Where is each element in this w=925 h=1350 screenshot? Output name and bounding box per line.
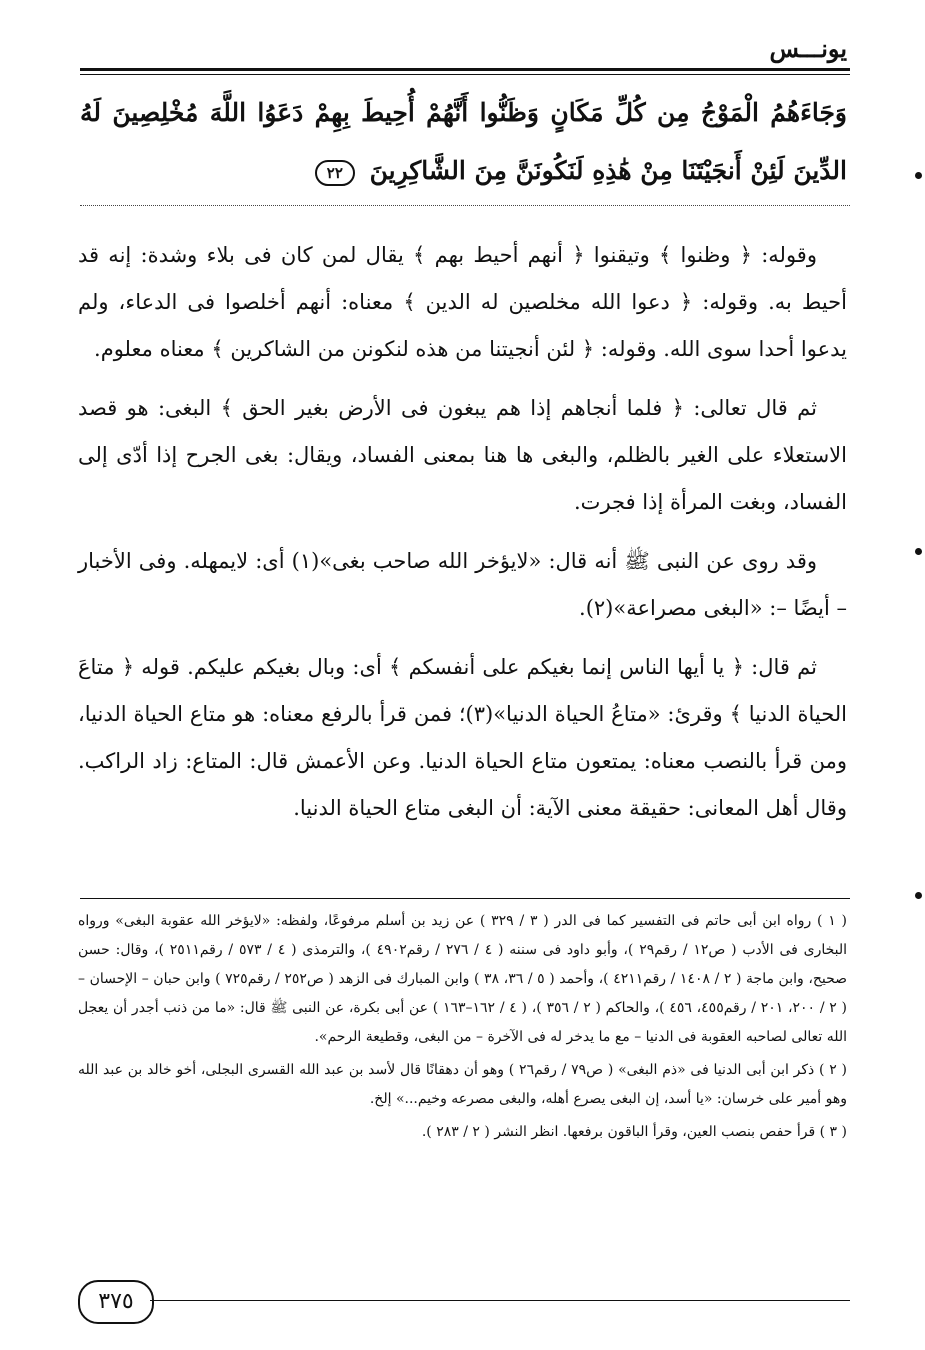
verse-text: وَجَاءَهُمُ الْمَوْجُ مِن كُلِّ مَكَانٍ وَظَنُّوا أَنَّهُمْ أُحِيطَ بِهِمْ دَعَوُا اللَّهَ مُخْلِصِينَ لَهُ الدِّينَ لَئِنْ أَنجَيْتَنَا مِنْ هَٰذِهِ لَنَكُونَنَّ مِنَ الشَّاكِرِينَ <box>80 98 847 185</box>
footnote: ( ٢ ) ذكر ابن أبى الدنيا فى «ذم البغى» ( ص٧٩ / رقم٢٦ ) وهو أن دهقانًا قال لأسد بن عبد الله القسرى البجلى، أخو خالد بن عبد الله وهو أمير على خرسان: «يا أسد، إن البغى يصرع أهله، والبغى مصرعه وخيم...» إلخ. <box>78 1062 848 1107</box>
paragraph: وقد روى عن النبى ﷺ أنه قال: «لايؤخر الله صاحب بغى»(١) أى: لايمهله. وفى الأخبار – أيضًا –: «البغى مصراعة»(٢). <box>78 549 847 620</box>
margin-dot <box>915 892 922 899</box>
paragraph: ثم قال: ﴿ يا أيها الناس إنما بغيكم على أنفسكم ﴾ أى: وبال بغيكم عليكم. قوله ﴿ متاعَ الحياة الدنيا ﴾ وقرئ: «متاعُ الحياة الدنيا»(٣)؛ فمن قرأ بالرفع معناه: هو متاع الحياة الدنيا، ومن قرأ بالنصب معناه: يمتعون متاع الحياة الدنيا. وعن الأعمش قال: المتاع: زاد الراكب. وقال أهل المعانى: حقيقة معنى الآية: أن البغى متاع الحياة الدنيا. <box>78 655 847 820</box>
header-rule-thick <box>80 68 850 71</box>
footer-rule <box>150 1300 850 1301</box>
paragraph: وقوله: ﴿ وظنوا ﴾ وتيقنوا ﴿ أنهم أحيط بهم ﴾ يقال لمن كان فى بلاء وشدة: إنه قد أحيط به. وقوله: ﴿ دعوا الله مخلصين له الدين ﴾ معناه: أنهم أخلصوا فى الدعاء، ولم يدعوا أحدا سوى الله. وقوله: ﴿ لئن أنجيتنا من هذه لنكونن من الشاكرين ﴾ معناه معلوم. <box>78 243 847 361</box>
footnotes <box>78 907 847 1151</box>
footnote-rule <box>80 898 850 899</box>
page-number: ٣٧٥ <box>78 1280 154 1324</box>
footnote: ( ١ ) رواه ابن أبى حاتم فى التفسير كما فى الدر ( ٣ / ٣٢٩ ) عن زيد بن أسلم مرفوعًا، ولفظه: «لايؤخر الله عقوبة البغى» ورواه البخارى فى الأدب ( ص١٢ / رقم٢٩ )، وأبو داود فى سننه ( ٤ / ٢٧٦ / رقم٤٩٠٢ )، والترمذى ( ٤ / ٥٧٣ / رقم٢٥١١ )، وقال: حسن صحيح، وابن ماجة ( ٢ / ١٤٠٨ / رقم٤٢١١ )، وأحمد ( ٥ / ٣٦، ٣٨ ) وابن المبارك فى الزهد ( ص٢٥٢ / رقم٧٢٥ ) وابن حبان – الإحسان – ( ٢ / ٢٠٠، ٢٠١ / رقم٤٥٥، ٤٥٦ )، والحاكم ( ٢ / ٣٥٦ )، ( ٤ / ١٦٢–١٦٣ ) عن أبى بكرة، عن النبى ﷺ قال: «ما من ذنب أجدر أن يعجل الله تعالى لصاحبه العقوبة فى الدنيا – مع ما يدخر له فى الآخرة – من البغى، وقطيعة الرحم». <box>78 913 848 1045</box>
ayah-number-badge: ٢٢ <box>315 160 355 186</box>
commentary-body <box>78 232 847 844</box>
quran-verse <box>80 84 847 200</box>
verse-separator <box>80 205 850 206</box>
running-head: يونـــس <box>769 34 847 63</box>
margin-dot <box>915 548 922 555</box>
header-rule-thin <box>80 74 850 75</box>
paragraph: ثم قال تعالى: ﴿ فلما أنجاهم إذا هم يبغون فى الأرض بغير الحق ﴾ البغى: هو قصد الاستعلاء على الغير بالظلم، والبغى ها هنا بمعنى الفساد، ويقال: بغى الجرح إذا أدّى إلى الفساد، وبغت المرأة إذا فجرت. <box>78 396 847 514</box>
footnote: ( ٣ ) قرأ حفص بنصب العين، وقرأ الباقون برفعها. انظر النشر ( ٢ / ٢٨٣ ). <box>421 1124 847 1140</box>
margin-dot <box>915 172 922 179</box>
